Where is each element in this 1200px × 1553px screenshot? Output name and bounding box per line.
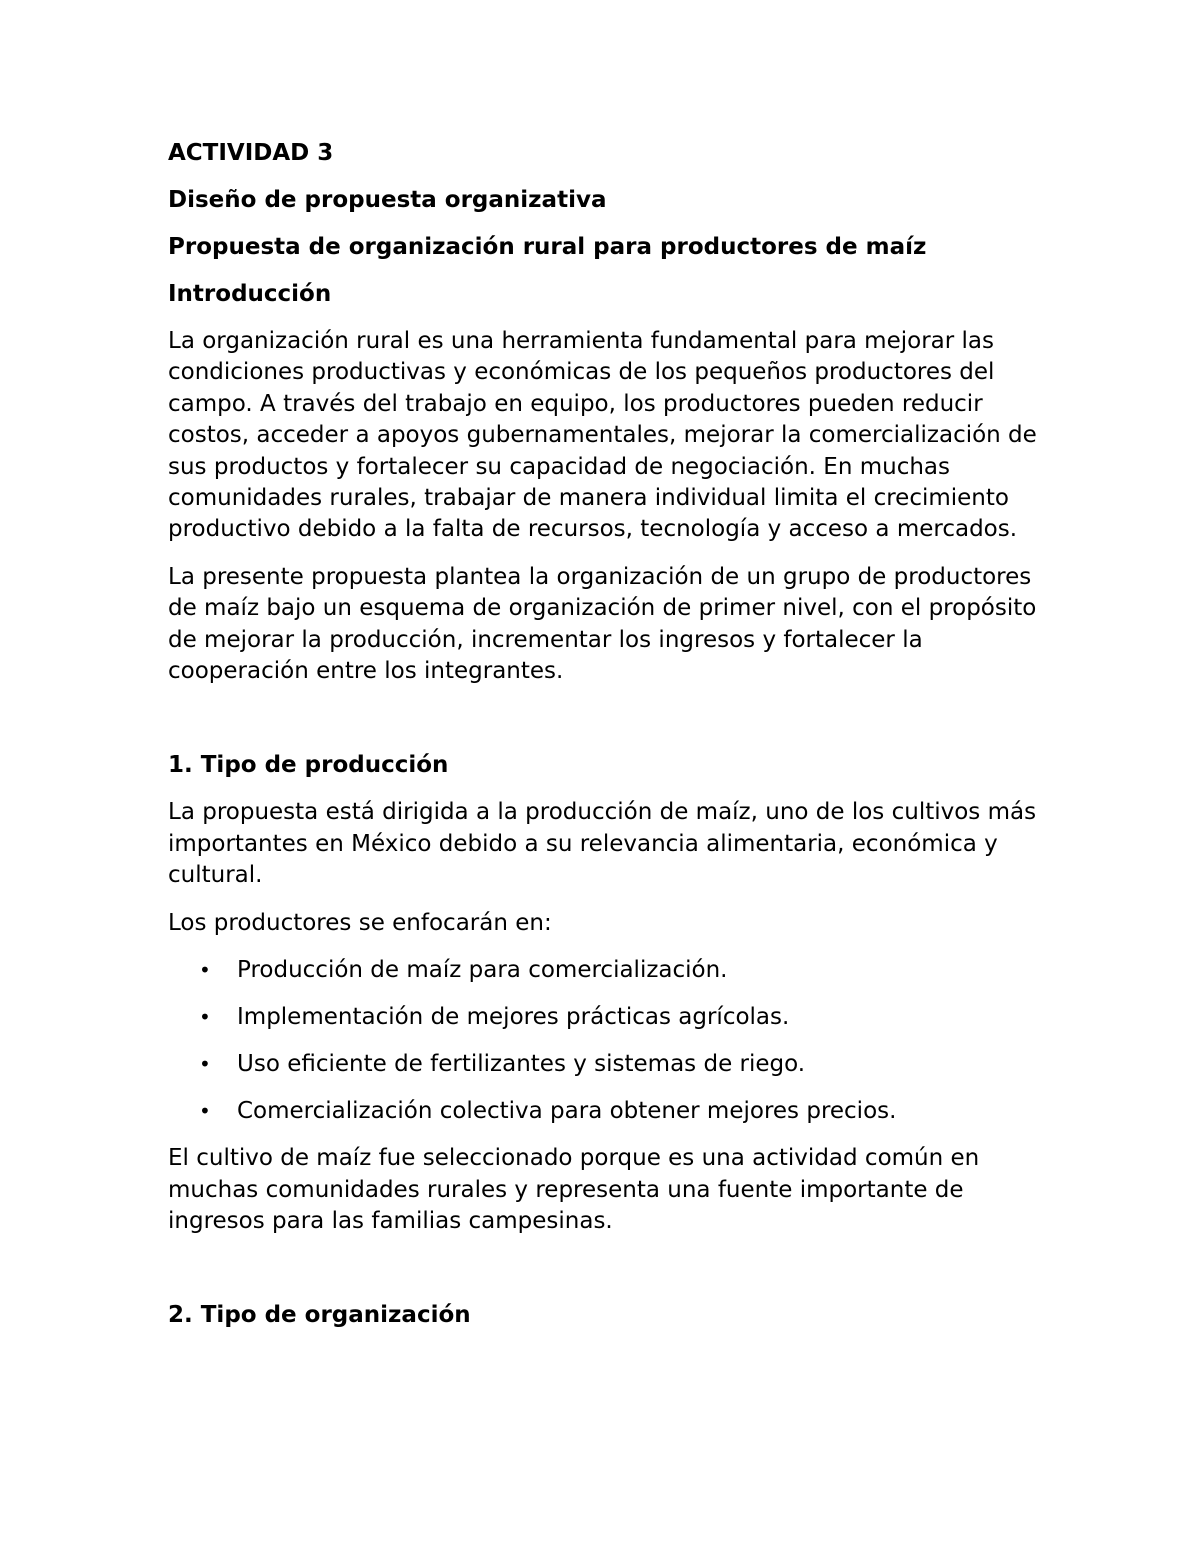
- list-item-text: Implementación de mejores prácticas agrícolas.: [237, 1004, 790, 1031]
- document-subtitle: Diseño de propuesta organizativa: [168, 187, 607, 213]
- section-spacer: [168, 1253, 1048, 1300]
- bullet-icon: •: [199, 1052, 211, 1077]
- intro-paragraph: La organización rural es una herramienta fundamental para mejorar las condiciones productivas y económicas de los pequeños productores del campo. A través del trabajo en equipo, los productores pueden reducir costos, acceder a apoyos gubernamentales, mejorar la comercialización de sus productos y fortalecer su capacidad de negociación. En muchas comunidades rurales, trabajar de manera individual limita el crecimiento productivo debido a la falta de recursos, tecnología y acceso a mercados.: [168, 328, 1037, 543]
- production-conclusion: El cultivo de maíz fue seleccionado porque es una actividad común en muchas comunidades rurales y representa una fuente importante de ingresos para las familias campesinas.: [168, 1145, 980, 1234]
- list-item: [168, 1096, 1048, 1127]
- list-item: [168, 955, 1048, 986]
- focus-list: [168, 955, 1048, 1127]
- bullet-icon: •: [199, 1005, 211, 1030]
- list-item-text: Uso eficiente de fertilizantes y sistemas de riego.: [237, 1051, 806, 1078]
- list-intro: Los productores se enfocarán en:: [168, 909, 552, 936]
- intro-heading: Introducción: [168, 281, 332, 307]
- bullet-icon: •: [199, 958, 211, 983]
- list-item: [168, 1002, 1048, 1033]
- production-paragraph: La propuesta está dirigida a la producción de maíz, uno de los cultivos más importantes en México debido a su relevancia alimentaria, económica y cultural.: [168, 799, 1037, 889]
- intro-paragraph: La presente propuesta plantea la organización de un grupo de productores de maíz bajo un esquema de organización de primer nivel, con el propósito de mejorar la producción, incrementar los ingresos y fortalecer la cooperación entre los integrantes.: [168, 563, 1037, 685]
- document-page: [168, 138, 1048, 1347]
- activity-label: ACTIVIDAD 3: [168, 140, 334, 166]
- section-heading-production: 1. Tipo de producción: [168, 752, 449, 779]
- section-spacer: [168, 703, 1048, 750]
- document-title: Propuesta de organización rural para productores de maíz: [168, 234, 927, 260]
- bullet-icon: •: [199, 1099, 211, 1124]
- list-item-text: Producción de maíz para comercialización.: [237, 957, 728, 984]
- section-heading-organization: 2. Tipo de organización: [168, 1302, 471, 1329]
- list-item-text: Comercialización colectiva para obtener mejores precios.: [237, 1098, 897, 1125]
- list-item: [168, 1049, 1048, 1080]
